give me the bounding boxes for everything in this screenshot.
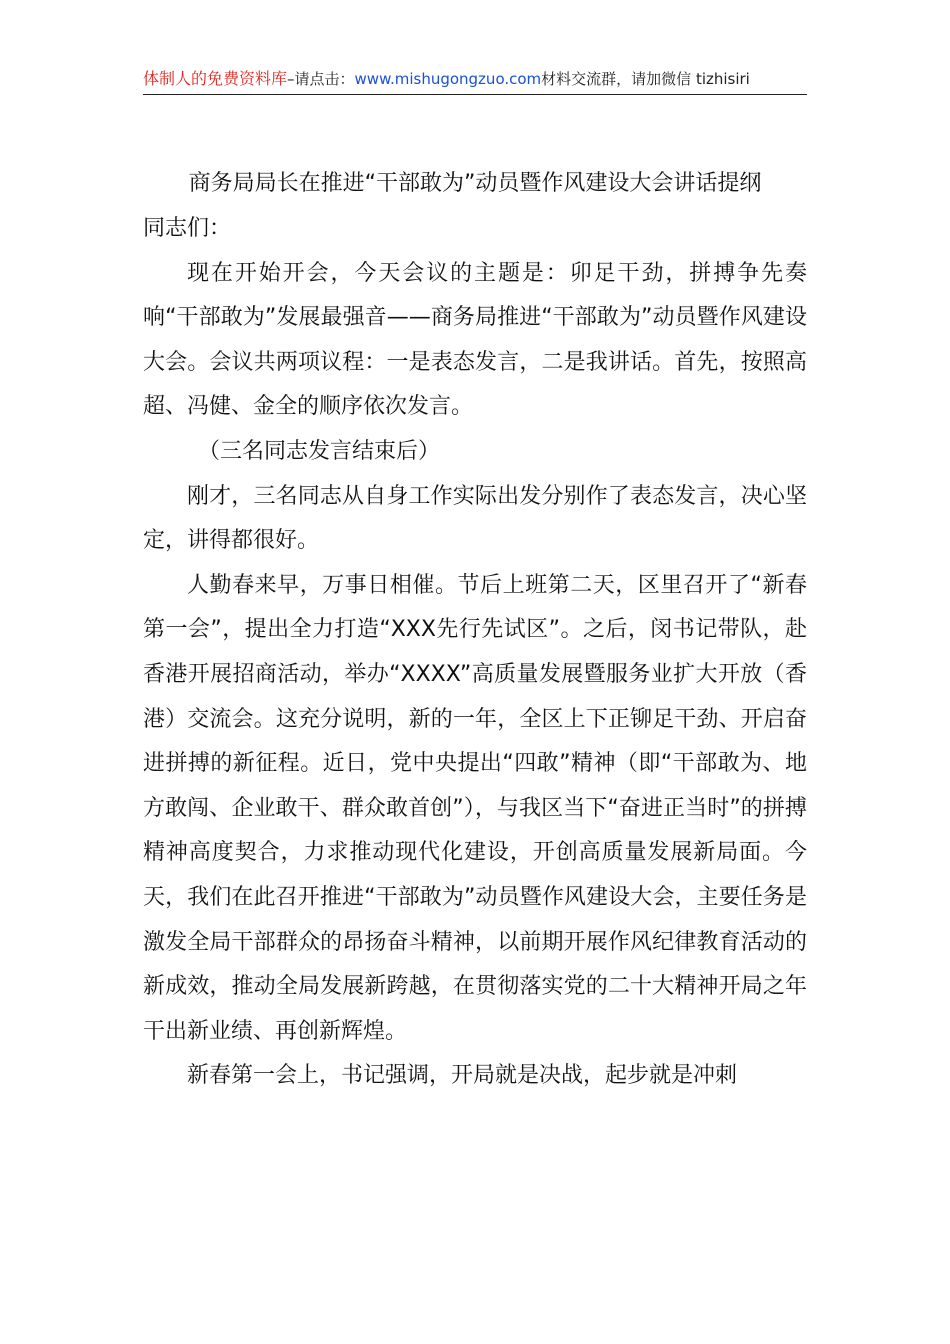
document-body xyxy=(143,207,807,1099)
document-title: 商务局局长在推进“干部敢为”动员暨作风建设大会讲话提纲 xyxy=(188,171,762,196)
paragraph-3: 刚才，三名同志从自身工作实际出发分别作了表态发言，决心坚定，讲得都很好。 xyxy=(143,483,807,554)
paragraph-5: 新春第一会上，书记强调，开局就是决战，起步就是冲刺 xyxy=(187,1063,738,1089)
page-header xyxy=(143,66,807,95)
header-url-link[interactable]: www.mishugongzuo.com xyxy=(354,70,542,88)
header-contact: 材料交流群，请加微信 tizhisiri xyxy=(541,70,750,88)
header-prompt: –请点击： xyxy=(287,70,355,88)
paragraph-2-note: （三名同志发言结束后） xyxy=(198,438,441,464)
paragraph-1: 现在开始开会，今天会议的主题是：卯足干劲，拼搏争先奏响“干部敢为”发展最强音——商务局推进“干部敢为”动员暨作风建设大会。会议共两项议程：一是表态发言，二是我讲话。首先，按照高超、冯健、金全的顺序依次发言。 xyxy=(143,260,807,420)
paragraph-4: 人勤春来早，万事日相催。节后上班第二天，区里召开了“新春第一会”，提出全力打造“XXX先行先试区”。之后，闵书记带队，赴香港开展招商活动，举办“XXXX”高质量发展暨服务业扩大开放（香港）交流会。这充分说明，新的一年，全区上下正铆足干劲、开启奋进拼搏的新征程。近日，党中央提出“四敢”精神（即“干部敢为、地方敢闯、企业敢干、群众敢首创”），与我区当下“奋进正当时”的拼搏精神高度契合，力求推动现代化建设，开创高质量发展新局面。今天，我们在此召开推进“干部敢为”动员暨作风建设大会，主要任务是激发全局干部群众的昂扬奋斗精神，以前期开展作风纪律教育活动的新成效，推动全局发展新跨越，在贯彻落实党的二十大精神开局之年干出新业绩、再创新辉煌。 xyxy=(143,572,807,1044)
salutation: 同志们： xyxy=(143,216,232,241)
header-brand: 体制人的免费资料库 xyxy=(143,69,288,88)
